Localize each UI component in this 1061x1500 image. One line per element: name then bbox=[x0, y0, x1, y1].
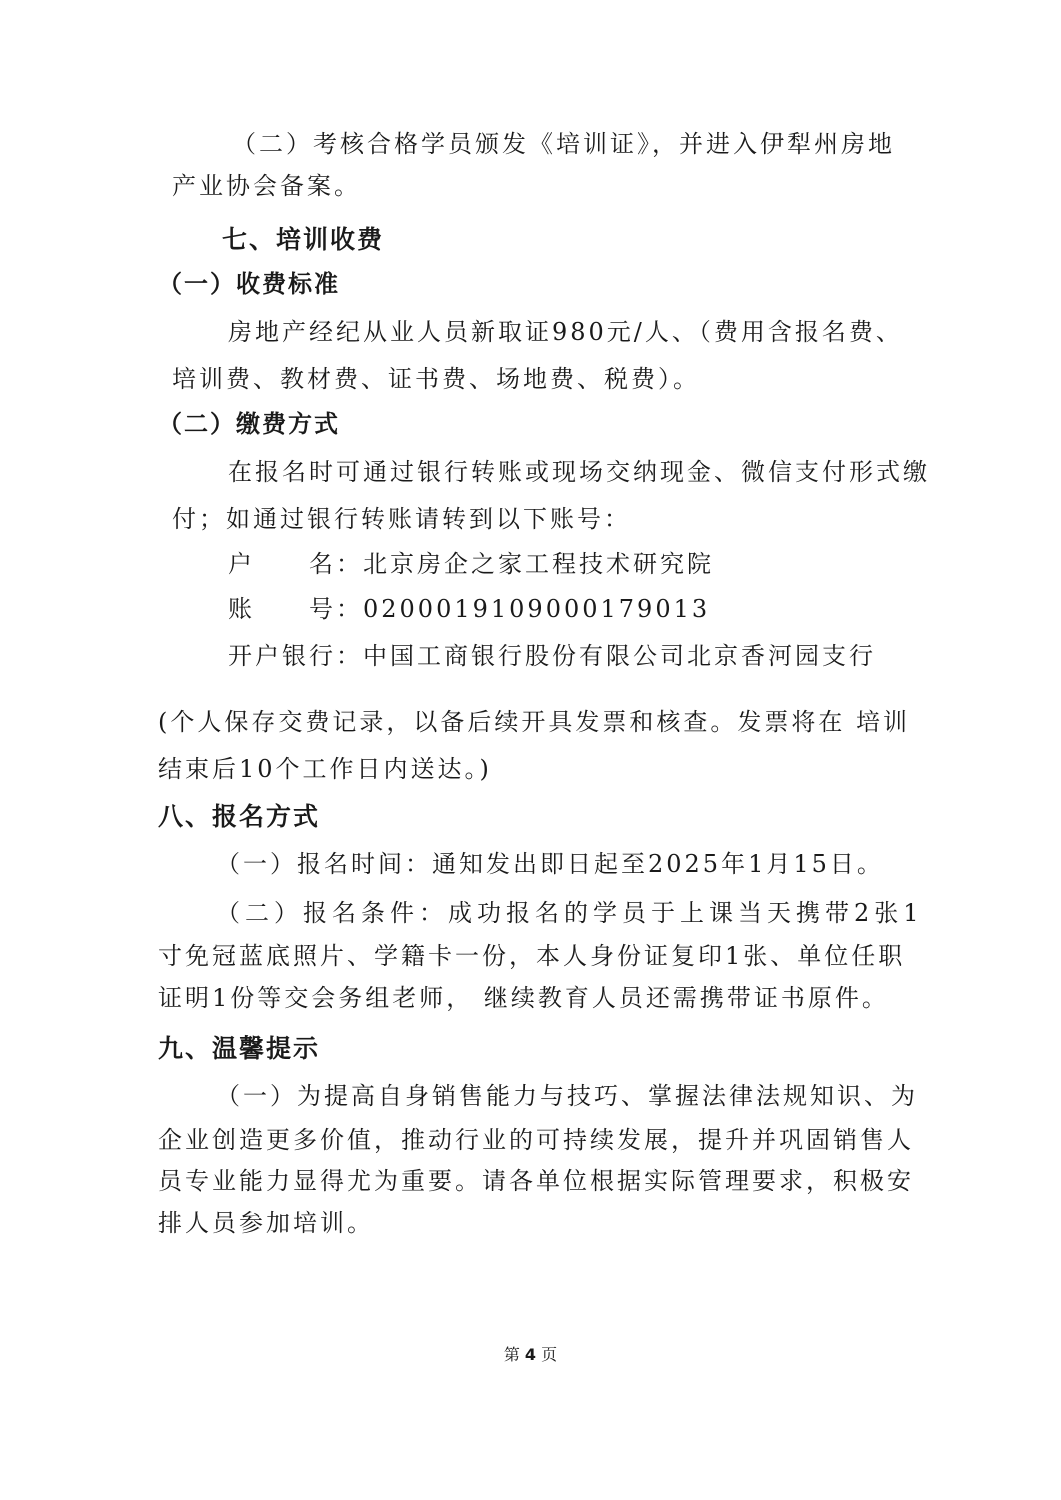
account-name-label: 户 名： bbox=[228, 550, 363, 578]
page-number-prefix: 第 bbox=[503, 1345, 520, 1364]
paragraph-line: （二）考核合格学员颁发《培训证》，并进入伊犁州房地 bbox=[232, 130, 895, 158]
bank-row bbox=[228, 640, 876, 672]
page-number-suffix: 页 bbox=[541, 1345, 558, 1364]
paragraph-line: 在报名时可通过银行转账或现场交纳现金、微信支付形式缴 bbox=[228, 458, 930, 486]
paragraph-line: 付；如通过银行转账请转到以下账号： bbox=[172, 505, 631, 533]
paragraph-line: （一）为提高自身销售能力与技巧、掌握法律法规知识、为 bbox=[216, 1082, 918, 1110]
account-name-row bbox=[228, 548, 714, 580]
paragraph-line: 寸免冠蓝底照片、学籍卡一份，本人身份证复印1张、单位任职 bbox=[158, 942, 906, 970]
paragraph-line: 培训费、教材费、证书费、场地费、税费）。 bbox=[172, 365, 700, 393]
paragraph-line: 房地产经纪从业人员新取证980元/人、（费用含报名费、 bbox=[228, 318, 903, 346]
account-number-value: 0200019109000179013 bbox=[363, 595, 711, 623]
paragraph-line: 结束后10个工作日内送达。) bbox=[158, 755, 492, 783]
bank-label: 开户银行： bbox=[228, 642, 363, 670]
paragraph-line: 企业创造更多价值，推动行业的可持续发展，提升并巩固销售人 bbox=[158, 1126, 914, 1154]
account-number-label: 账 号： bbox=[228, 595, 363, 623]
subheading-payment-method: （二）缴费方式 bbox=[158, 410, 340, 438]
account-number-row bbox=[228, 593, 710, 625]
subheading-fee-standard: （一）收费标准 bbox=[158, 270, 340, 298]
section-heading-7: 七、培训收费 bbox=[222, 225, 385, 254]
paragraph-line: （一）报名时间：通知发出即日起至2025年1月15日。 bbox=[216, 850, 884, 878]
paragraph-line: 排人员参加培训。 bbox=[158, 1209, 374, 1237]
paragraph-line: 员专业能力显得尤为重要。请各单位根据实际管理要求，积极安 bbox=[158, 1167, 914, 1195]
paragraph-line: （二）报名条件：成功报名的学员于上课当天携带2张1 bbox=[216, 899, 924, 927]
paragraph-line: 产业协会备案。 bbox=[172, 172, 361, 200]
page-number-value: 4 bbox=[524, 1345, 537, 1364]
section-heading-8: 八、报名方式 bbox=[158, 802, 321, 831]
page-number bbox=[0, 1343, 1061, 1367]
bank-value: 中国工商银行股份有限公司北京香河园支行 bbox=[363, 642, 876, 670]
paragraph-line: 证明1份等交会务组老师， 继续教育人员还需携带证书原件。 bbox=[158, 984, 889, 1012]
paragraph-line: (个人保存交费记录，以备后续开具发票和核查。发票将在 培训 bbox=[158, 708, 910, 736]
section-heading-9: 九、温馨提示 bbox=[158, 1034, 321, 1063]
account-name-value: 北京房企之家工程技术研究院 bbox=[363, 550, 714, 578]
